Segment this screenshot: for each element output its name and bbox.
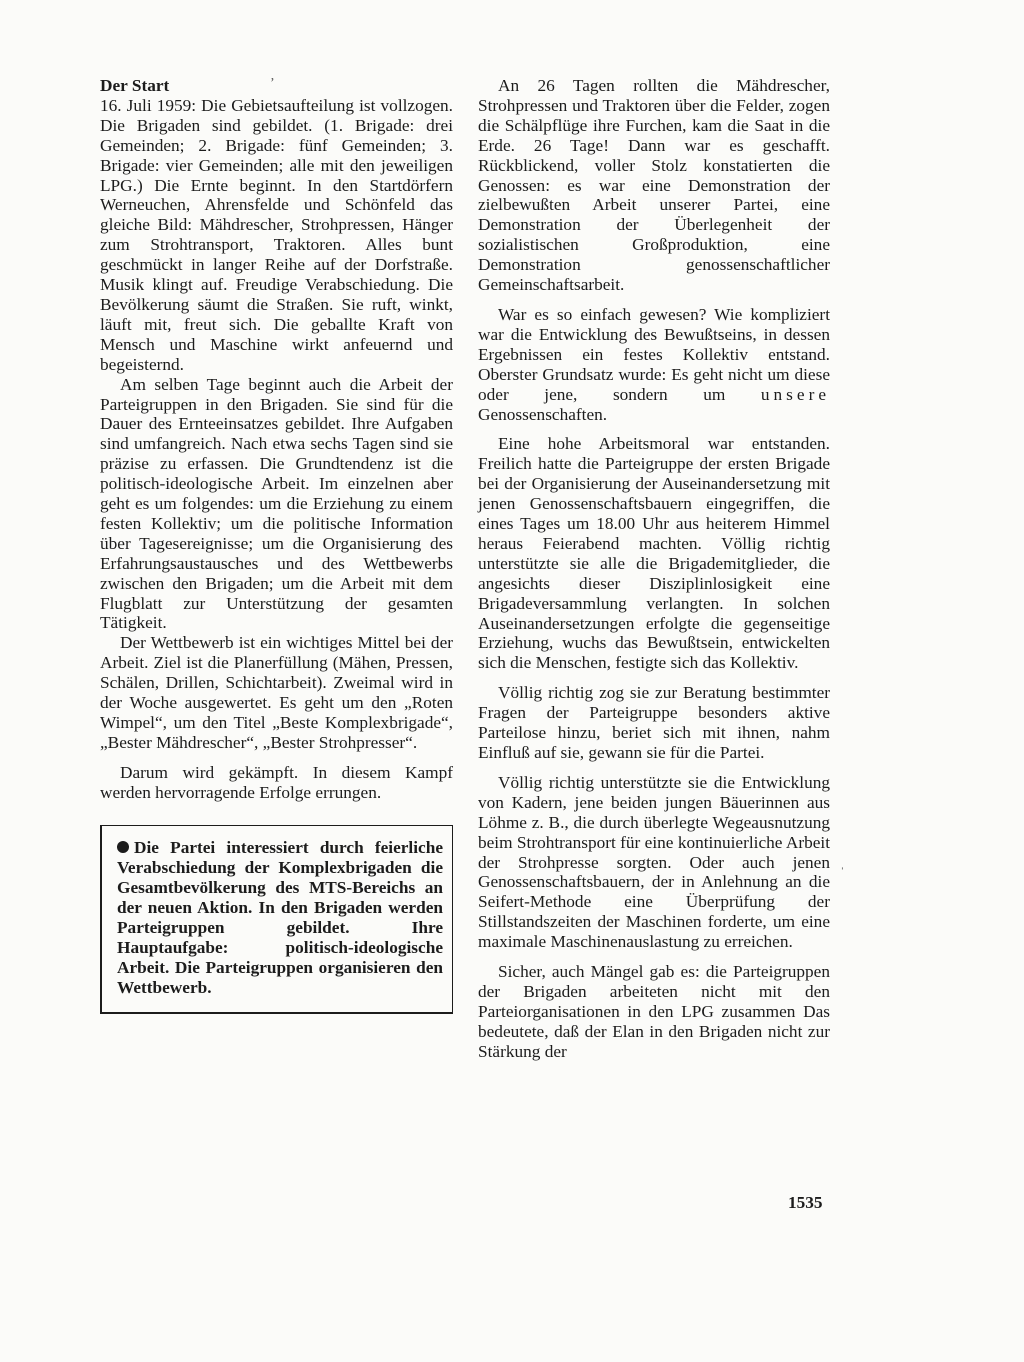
paragraph: Darum wird gekämpft. In diesem Kampf werden hervorragende Erfolge errungen. [100, 762, 453, 802]
scan-mark: ʼ [270, 76, 275, 91]
summary-text: Die Partei interessiert durch feierliche Verabschiedung der Komplexbrigaden die Gesamtbevölkerung des MTS-Bereichs an der neuen Aktion. In den Brigaden werden Parteigruppen gebildet. Ihre Hauptaufgabe: politisch-ideologische Arbeit. Die Parteigruppen organisieren den Wettbewerb. [117, 837, 443, 998]
right-column [478, 76, 830, 1062]
summary-box [100, 825, 453, 1015]
paragraph: Völlig richtig unterstützte sie die Entwicklung von Kadern, jene beiden jungen Bäuerinnen aus Löhme z. B., die durch überlegte Wegeausnutzung beim Strohtransport für eine kontinuierliche Arbeit der Strohpresse sorgten. Oder auch jenen Genossenschaftsbauern, der in Anlehnung an die Seifert-Methode eine Überprüfung der Stillstandszeiten der Maschinen forderte, um eine maximale Maschinenauslastung zu erreichen. [478, 772, 830, 952]
paragraph: Eine hohe Arbeitsmoral war entstanden. Freilich hatte die Parteigruppe der ersten Brigade bei der Organisierung der Auseinandersetzung mit jenen Genossenschaftsbauern eingegriffen, die eines Tages um 18.00 Uhr aus heiterem Himmel heraus Feierabend machten. Völlig richtig unterstützte sie alle die Brigademitglieder, die angesichts dieser Disziplinlosigkeit eine Brigadeversammlung verlangten. In solchen Auseinandersetzungen erfolgte die gegenseitige Erziehung, wuchs das Bewußtsein, entwickelten sich die Menschen, festigte sich das Kollektiv. [478, 434, 830, 673]
scan-mark: ˈ [840, 866, 845, 881]
paragraph: An 26 Tagen rollten die Mähdrescher, Strohpressen und Traktoren über die Felder, zogen die Schälpflüge ihre Furchen, kam die Saat in die Erde. 26 Tage! Dann war es geschafft. Rückblickend, voller Stolz konstatierten die Genossen: es war eine Demonstration der zielbewußten Arbeit unserer Partei, eine Demonstration der Überlegenheit der sozialistischen Großproduktion, eine Demonstration genossenschaftlicher Gemeinschaftsarbeit. [478, 76, 830, 295]
paragraph: Am selben Tage beginnt auch die Arbeit der Parteigruppen in den Brigaden. Sie sind für die Dauer des Ernteeinsatzes gebildet. Ihre Aufgaben sind umfangreich. Nach etwa sechs Tagen sind sie präzise zu erfassen. Die Grundtendenz ist die politisch-ideologische Arbeit. Im einzelnen aber geht es um folgendes: um die Erziehung zu einem festen Kollektiv; um die politische Information über Tagesereignisse; um die Organisierung des Erfahrungsaustausches und des Wettbewerbs zwischen den Brigaden; um die Arbeit mit dem Flugblatt zur Unterstützung der gesamten Tätigkeit. [100, 374, 453, 633]
bullet-icon [117, 841, 129, 853]
paragraph: Der Wettbewerb ist ein wichtiges Mittel bei der Arbeit. Ziel ist die Planerfüllung (Mähen, Pressen, Schälen, Drillen, Schichtarbeit). Zweimal wird in der Woche ausgewertet. Es geht um den „Roten Wimpel“, um den Titel „Beste Komplexbrigade“, „Bester Mähdrescher“, „Bester Strohpresser“. [100, 633, 453, 752]
paragraph: Sicher, auch Mängel gab es: die Parteigruppen der Brigaden arbeiteten nicht mit den Parteiorganisationen in den LPG zusammen Das bedeutete, daß der Elan in den Brigaden nicht zur Stärkung der [478, 962, 830, 1061]
left-column [100, 76, 453, 1014]
paragraph: 16. Juli 1959: Die Gebietsaufteilung ist vollzogen. Die Brigaden sind gebildet. (1. Brigade: drei Gemeinden; 2. Brigade: fünf Gemeinden; 3. Brigade: vier Gemeinden; alle mit den jeweiligen LPG.) Die Ernte beginnt. In den Startdörfern Werneuchen, Ahrensfelde und Schönfeld das gleiche Bild: Mähdrescher, Strohpressen, Hänger zum Strohtransport, Traktoren. Alles bunt geschmückt in langer Reihe auf der Dorfstraße. Musik klingt auf. Freudige Verabschiedung. Die Bevölkerung säumt die Straßen. Sie ruft, winkt, läuft mit, freut sich. Die geballte Kraft von Mensch und Maschine wirkt anfeuernd und begeisternd. [100, 95, 453, 374]
section-heading: Der Start [100, 76, 170, 95]
paragraph: War es so einfach gewesen? Wie kompliziert war die Entwicklung des Bewußtseins, in dessen Ergebnissen ein festes Kollektiv entstand. Oberster Grundsatz wurde: Es geht nicht um diese oder jene, sondern um unsere Genossenschaften. [478, 304, 830, 424]
page-number: 1535 [788, 1193, 823, 1212]
paragraph: Völlig richtig zog sie zur Beratung bestimmter Fragen der Parteigruppe besonders aktive Parteilose hinzu, beriet sich mit ihnen, nahm Einfluß auf sie, gewann sie für die Partei. [478, 683, 830, 762]
emphasized-word: unsere [760, 384, 830, 404]
